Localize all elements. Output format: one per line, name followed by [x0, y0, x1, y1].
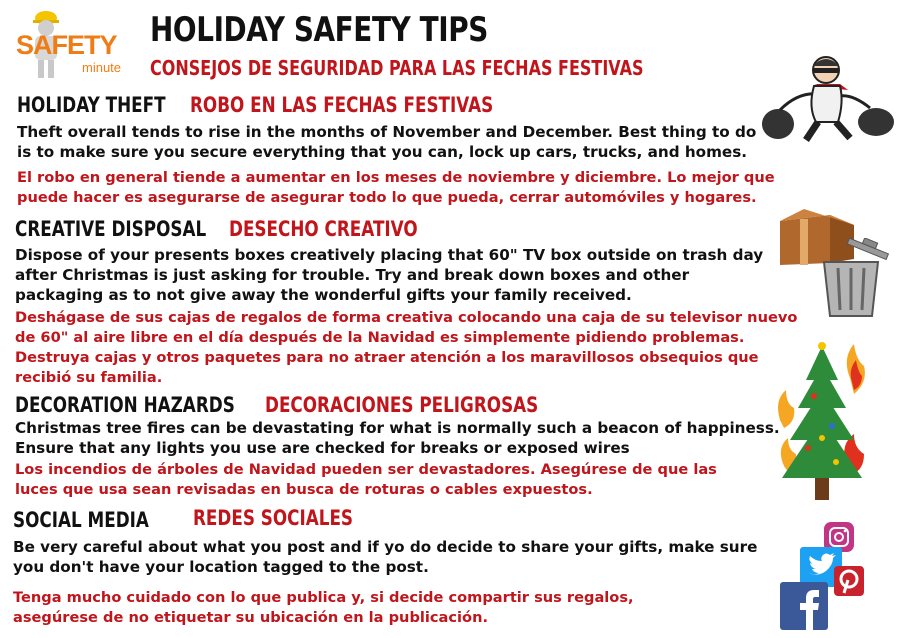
section-decoration-title: DECORATION HAZARDS	[15, 393, 235, 417]
text-line: puede hacer es asegurarse de asegurar todo lo que pueda, cerrar automóviles y hogares.	[17, 189, 757, 206]
burning-christmas-tree-icon	[772, 338, 872, 506]
section-disposal-title-es: DESECHO CREATIVO	[229, 217, 418, 241]
text-line: Tenga mucho cuidado con lo que publica y, si decide compartir sus regalos,	[13, 589, 634, 606]
thief-icon	[758, 52, 898, 147]
safety-minute-logo	[14, 8, 142, 84]
text-line: luces que usa sean revisadas en busca de roturas o cables expuestos.	[15, 481, 593, 498]
section-social-body	[13, 537, 757, 577]
section-theft-body	[17, 122, 756, 162]
section-social-body-es	[13, 588, 634, 628]
text-line: asegúrese de no etiquetar su ubicación en la publicación.	[13, 609, 489, 626]
section-decoration-title-es: DECORACIONES PELIGROSAS	[265, 393, 539, 417]
logo-word: SAFETY	[16, 30, 117, 60]
section-theft-title-es: ROBO EN LAS FECHAS FESTIVAS	[190, 93, 494, 117]
section-decoration-body-es	[15, 460, 717, 500]
text-line: Ensure that any lights you use are checked for breaks or exposed wires	[15, 439, 630, 457]
text-line: Deshágase de sus cajas de regalos de forma creativa colocando una caja de su televisor nuevo	[15, 309, 798, 326]
text-line: Be very careful about what you post and if yo do decide to share your gifts, make sure	[13, 538, 758, 556]
text-line: de 60" al aire libre en el día después de la Navidad es simplemente pidiendo problemas.	[15, 329, 745, 346]
pinterest-icon	[834, 566, 864, 596]
facebook-icon	[780, 582, 828, 630]
text-line: Los incendios de árboles de Navidad pueden ser devastadores. Asegúrese de que las	[15, 461, 717, 478]
text-line: Destruya cajas y otros paquetes para no atraer atención a los maravillosos obsequios que	[15, 349, 759, 366]
text-line: Dispose of your presents boxes creatively placing that 60" TV box outside on trash day	[15, 246, 764, 264]
section-social-title: SOCIAL MEDIA	[13, 508, 149, 532]
text-line: El robo en general tiende a aumentar en los meses de noviembre y diciembre. Lo mejor que	[17, 169, 775, 186]
section-disposal-body-es	[15, 308, 797, 388]
section-decoration-body	[15, 418, 780, 458]
text-line: you don't have your location tagged to the post.	[13, 558, 429, 576]
page-subtitle: CONSEJOS DE SEGURIDAD PARA LAS FECHAS FESTIVAS	[150, 56, 644, 80]
section-theft-body-es	[17, 168, 775, 208]
section-disposal-body	[15, 245, 763, 305]
section-disposal-title: CREATIVE DISPOSAL	[15, 217, 207, 241]
text-line: Christmas tree fires can be devastating for what is normally such a beacon of happiness.	[15, 419, 780, 437]
section-social-title-es: REDES SOCIALES	[193, 506, 354, 530]
trash-can-icon	[818, 238, 898, 318]
logo-sub: minute	[82, 60, 122, 75]
text-line: after Christmas is just asking for trouble. Try and break down boxes and other	[15, 266, 690, 284]
text-line: recibió su familia.	[15, 369, 163, 386]
text-line: is to make sure you secure everything that you can, lock up cars, trucks, and homes.	[17, 143, 748, 161]
text-line: packaging as to not give away the wonderful gifts your family received.	[15, 286, 632, 304]
section-theft-title: HOLIDAY THEFT	[17, 93, 166, 117]
text-line: Theft overall tends to rise in the months of November and December. Best thing to do	[17, 123, 757, 141]
page-title: HOLIDAY SAFETY TIPS	[150, 10, 488, 50]
